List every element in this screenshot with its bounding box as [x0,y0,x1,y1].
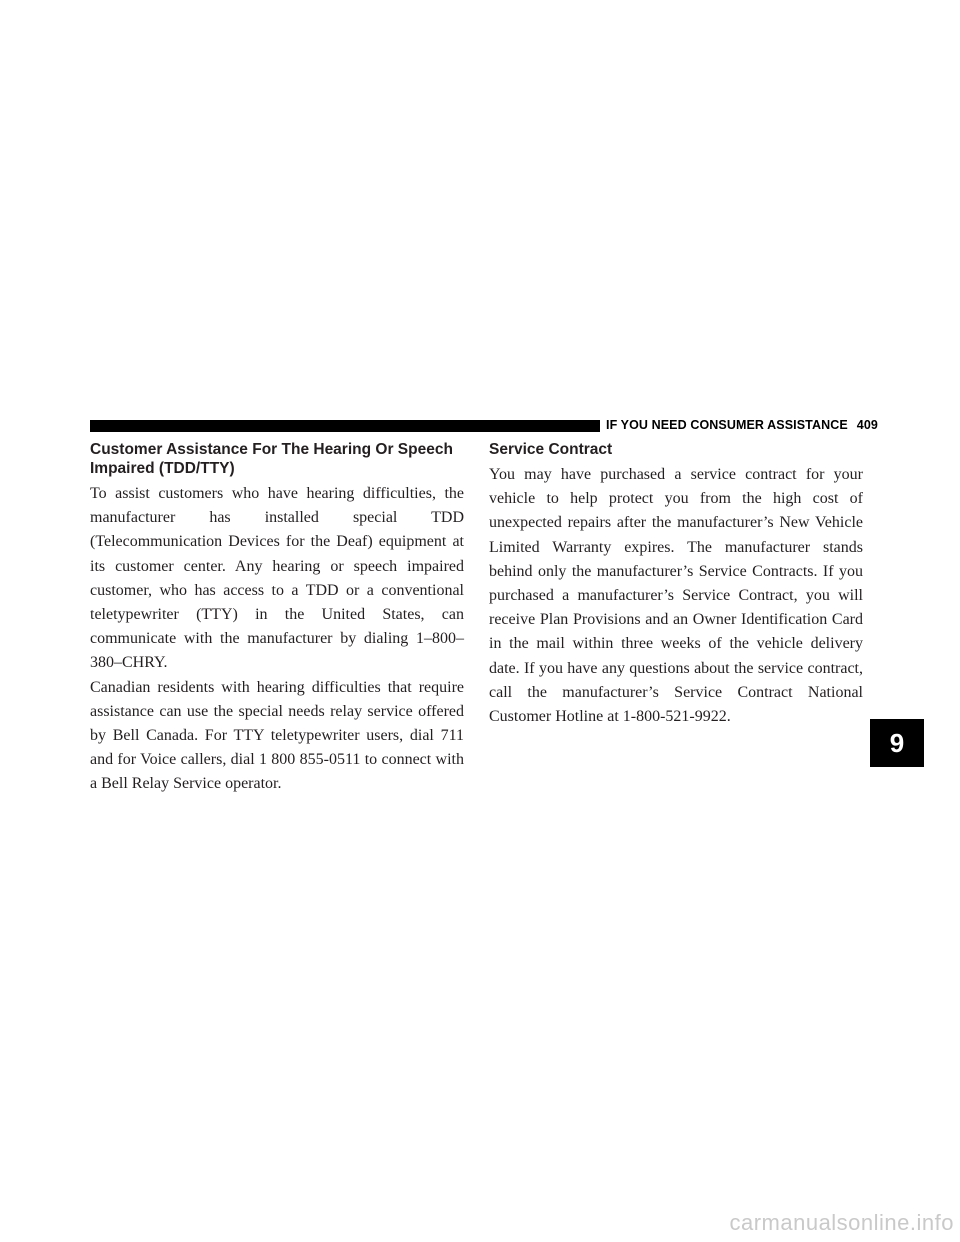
header-title: IF YOU NEED CONSUMER ASSISTANCE [606,418,848,432]
heading-line-2: Impaired (TDD/TTY) [90,460,235,477]
section-heading-service-contract: Service Contract [489,441,613,458]
service-contract-paragraph: You may have purchased a service contract for your vehicle to help protect you from the high cost of unexpected repairs after the manufacturer’s New Vehicle Limited Warranty expires. The manufacturer stands behind only the manufacturer’s Service Contracts. If you purchased a manufacturer’s Service Contract, you will receive Plan Provisions and an Owner Identification Card in the mail within three weeks of the vehicle delivery date. If you have any questions about the service contract, call the manufacturer’s Service Contract National Customer Hotline at 1-800-521-9922. [489,466,863,726]
running-header [606,418,878,432]
left-column [90,440,464,797]
heading-line-1: Customer Assistance For The Hearing Or Speech [90,441,453,458]
tdd-paragraph-1: To assist customers who have hearing difficulties, the manufacturer has installed special TDD (Telecommunication Devices for the Deaf) equipment at its customer center. Any hearing or speech impaired customer, who has access to a TDD or a conventional teletypewriter (TTY) in the United States, can communicate with the manufacturer by dialing 1–800–380–CHRY. [90,485,464,672]
watermark: carmanualsonline.info [729,1210,954,1235]
right-column [489,440,863,729]
header-rule [90,420,600,432]
tdd-paragraph-2: Canadian residents with hearing difficulties that require assistance can use the special needs relay service offered by Bell Canada. For TTY teletypewriter users, dial 711 and for Voice callers, dial 1 800 855-0511 to connect with a Bell Relay Service operator. [90,678,464,793]
section-heading-tdd [90,440,464,478]
page-number: 409 [856,418,878,432]
section-tab: 9 [870,719,924,767]
